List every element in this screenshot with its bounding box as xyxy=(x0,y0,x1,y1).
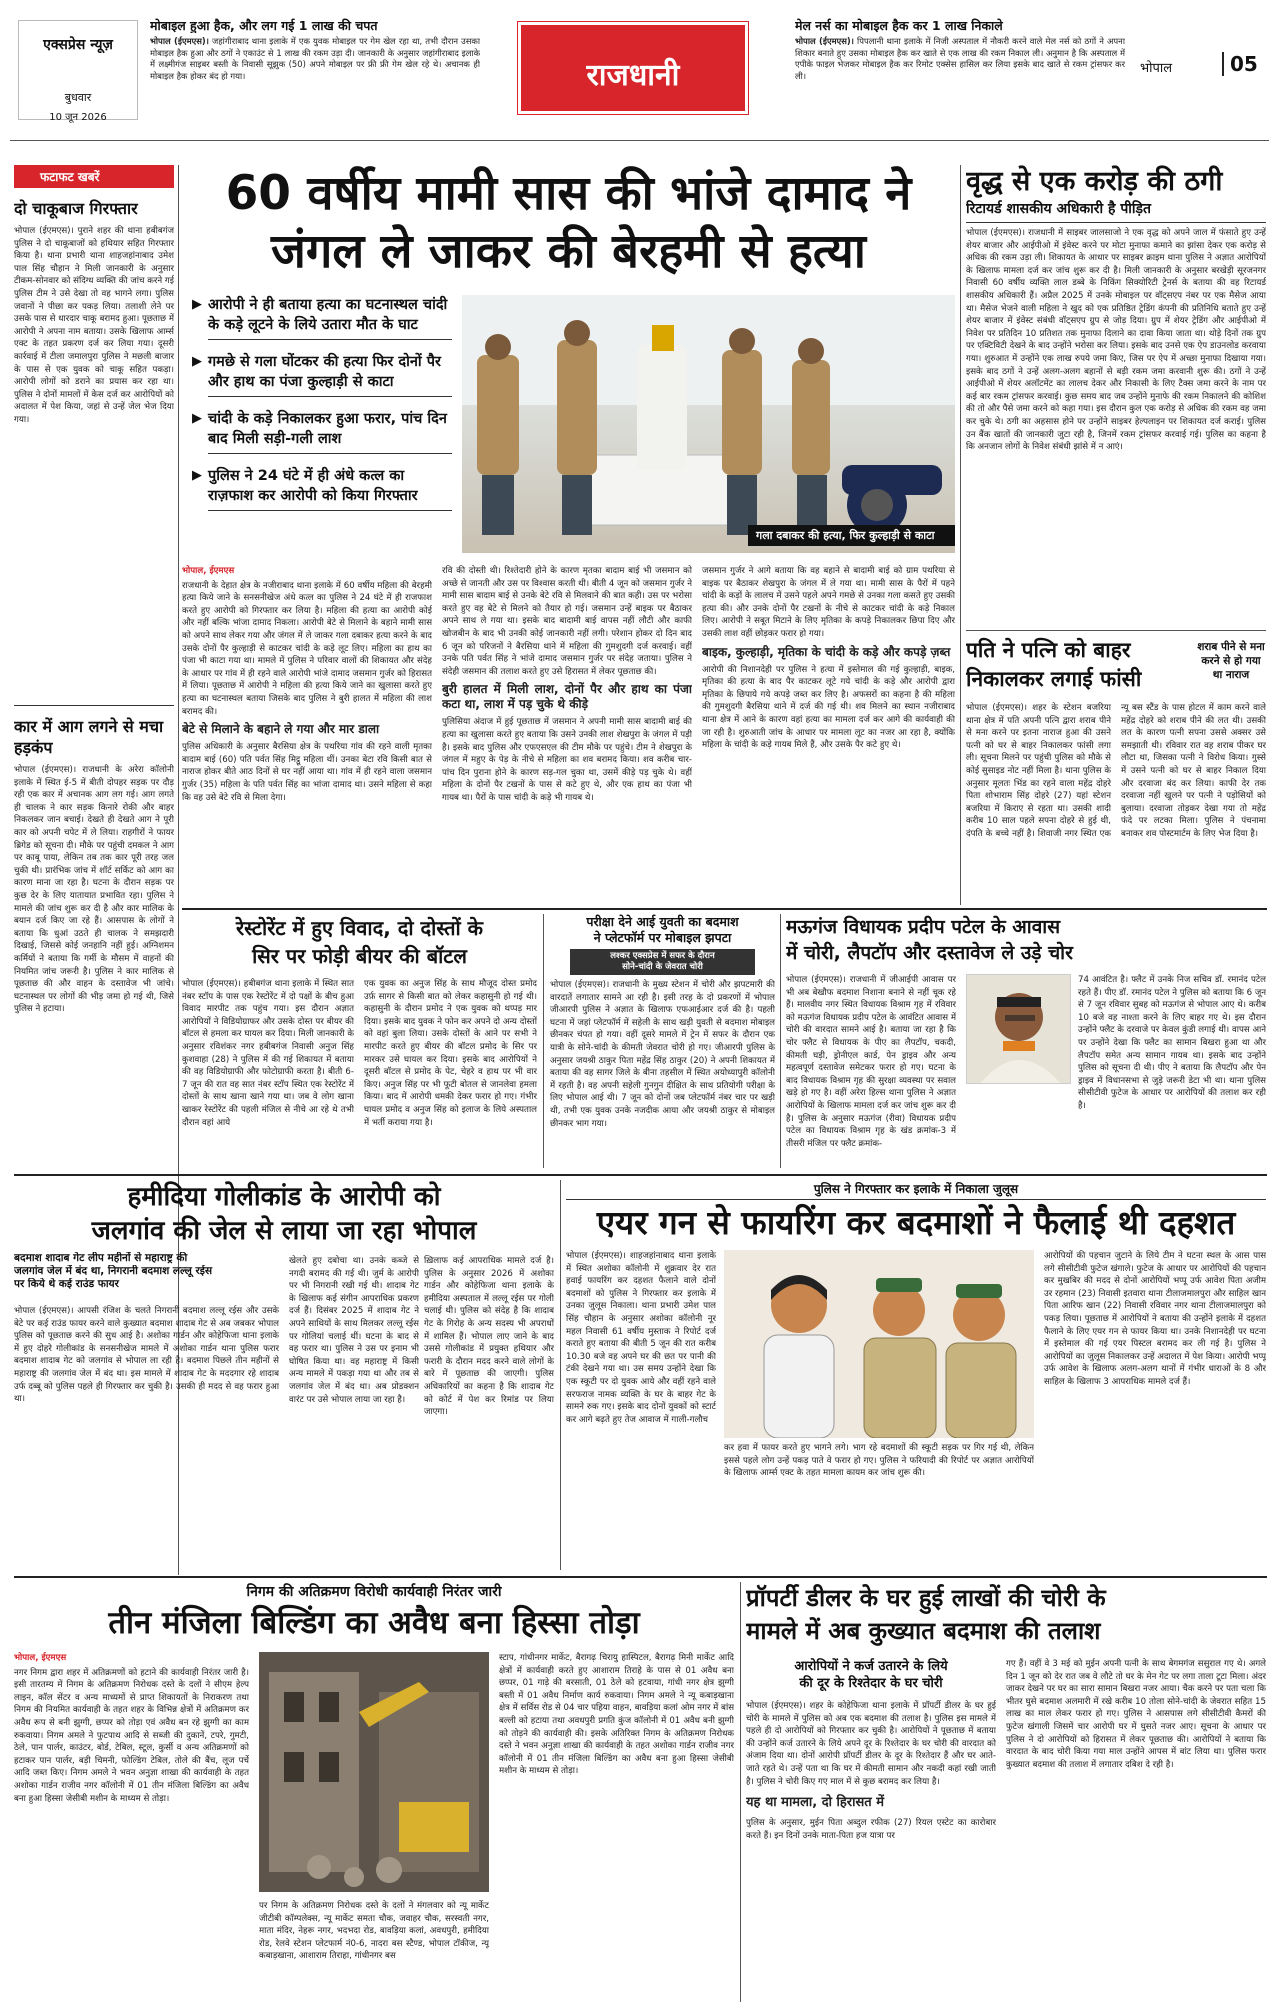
section-rule xyxy=(14,1174,1267,1176)
column-rule xyxy=(740,1582,741,2002)
property-col1 xyxy=(746,1700,996,1998)
lead-bullet xyxy=(192,295,452,340)
story-text: पुलिस के अनुसार, मुईन पिता अब्दुल रफीक (27) रियल एस्टेट का कारोबार करते हैं। इन दिनों उनके माता-पिता हज यात्रा पर xyxy=(746,1818,996,1841)
exam-headline-line1: परीक्षा देने आई युवती का बदमाश xyxy=(586,914,739,929)
arrow-bullet-icon: ▶ xyxy=(192,411,202,426)
subhead: बुरी हालत में मिली लाश, दोनों पैर और हाथ का पंजा कटा था, लाश में पड़ चुके थे कीड़े xyxy=(442,682,692,712)
exam-headline-line2: ने प्लेटफॉर्म पर मोबाइल झपटा xyxy=(593,930,732,945)
airgun-col1: भोपाल (ईएमएस)। शाहजहांनाबाद थाना इलाके में स्थित अशोका कॉलोनी में शुक्रवार देर रात हवाई फायरिंग कर दहशत फैलाने वाले दोनों बदमाशों को पुलिस ने गिरफ्तार कर इलाके में उनका जुलूस निकाला। थाना प्रभारी उमेश पाल सिंह चौहान के अनुसार अशोका कॉलोनी नूर महल निवासी 61 वर्षीय मुस्ताक ने रिपोर्ट दर्ज कराते हुए बताया की बीती 5 जून की रात करीब 10.30 बजे वह अपने घर की छत पर पानी की टंकी देखने गया था। उस समय उन्होंने देखा कि एक स्कूटी पर दो युवक आये और वहीं रहने वाले सरफराज नामक व्यक्ति के घर के बाहर गेट के सामने रुक गए। इसके बाद दोनों युवकों को स्टार्ट कर आगे बढ़ते हुए तेज आवाज में गाली-गलौच xyxy=(566,1251,716,1425)
lead-headline-line1: 60 वर्षीय मामी सास की भांजे दामाद ने xyxy=(225,166,912,221)
lead-col3 xyxy=(702,565,955,895)
subhead: यह था मामला, दो हिरासत में xyxy=(746,1795,884,1811)
suicide-text: भोपाल (ईएमएस)। शहर के स्टेशन बजरिया थाना क्षेत्र में पति अपनी पत्नि द्वारा शराब पीने से मना करने पर इतना नाराज हुआ की उसने पत्नी को घर से बाहर निकालकर फांसी लगा ली। सूचना मिलने पर पहुंची पुलिस को मौके से कोई सुसाइड नोट नहीं मिला है। थाना पुलिस के अनुसार मूलतः भिंड का रहने वाला महेंद्र दोहरे पिता शोभाराम सिंह दोहरे (27) यहां स्टेशन बजरिया में किराए से रहता था। उसकी शादी करीब 10 साल पहले सपना दोहरे से हुई थी, दंपति के बच्चे नहीं है। शिवाजी नगर स्थित एक न्यू बस स्टैंड के पास होटल में काम करने वाले महेंद्र दोहरे को शराब पीने की लत थी। उसकी लत के कारण पत्नी सपना उससे अक्सर उसे समझाती थी। रविवार रात वह शराब पीकर घर लौटा था, जिसका पत्नी ने विरोध किया। गुस्से में उसने पत्नी को घर से बाहर निकाल दिया और दरवाजा बंद कर लिया। काफी देर तक दरवाजा नहीं खुलने पर पत्नी ने पड़ोसियों को बुलाया। दरवाजा तोड़कर देखा गया तो महेंद्र फंदे पर लटका मिला। पुलिस ने पंचनामा बनाकर शव पोस्टमार्टम के लिए भेज दिया है। xyxy=(966,703,1266,839)
masthead-logo-box xyxy=(18,20,138,123)
bullet-text: चांदी के कड़े निकालकर हुआ फरार, पांच दिन बाद मिली सड़ी-गली लाश xyxy=(208,409,452,454)
lead-headline-line2: जंगल ले जाकर की बेरहमी से हत्या xyxy=(271,224,866,279)
top-left-brief xyxy=(150,18,480,128)
arrow-bullet-icon: ▶ xyxy=(192,297,202,312)
story-text: पिपलानी थाना इलाके में निजी अस्पताल में नौकरी करने वाले मेल नर्स को ठगों ने अपना शिकार बनाते हुए उसका मोबाइल हैक कर खाते से एक लाख की रकम निकाल ली। अनुमान है कि अस्पताल में एपीके फाइल भेजकर मोबाइल हैक कर रिमोट एक्सेस हासिल कर लिया इसके बाद खाते से रकम ट्रांसफर कर ली। xyxy=(795,36,1125,81)
fraud-subhead: रिटायर्ड शासकीय अधिकारी है पीड़ित xyxy=(966,199,1266,223)
fraud-text: भोपाल (ईएमएस)। राजधानी में साइबर जालसाजो ने एक वृद्ध को अपने जाल में फंसाते हुए उन्हें शेयर बाजार और आईपीओ में इंवेस्ट करने पर मोटा मुनाफा कमाने का झांसा देकर एक करोड़ से अधिक की रकम उड़ा ली। शिकायत के आधार पर साइबर क्राइम थाना पुलिस ने अज्ञात आरोपियों के खिलाफ मामला दर्ज कर जांच शुरू कर दी है। मिली जानकारी के अनुसार बरखेड़ी सूरजनगर निवासी 60 वर्षीय व्यक्ति लाल डब्बे के निकिंग सिक्योरिटी ट्रेनर्स के बताया की वह रिटायर्ड शासकीय अधिकारी हैं। अप्रैल 2025 में उनके मोबाइल पर वॉट्सएप नंबर पर एक मैसेज आया था। मैसेज भेजने वाली महिला ने खुद को एक प्रतिष्ठित ट्रेडिंग कंपनी की प्रतिनिधि बताते हुए उन्हें शेयर बाजार में इंवेस्ट संबंधी वॉट्सएप ग्रुप से जोड़ दिया। ग्रुप में शेयर ट्रेडिंग और आईपीओ में निवेश पर प्रतिदिन 10 प्रतिशत तक मुनाफा दिलाने का दावा किया जाता था। थोड़े दिनों तक ग्रुप पर एक्टिविटी देखने के बाद उन्होंने भरोसा कर लिया। इसके बाद उनसे एक ऐप डाउनलोड करवाया गया। शुरुआत में उन्होंने एक लाख रुपये जमा किए, जिस पर ऐप में अच्छा मुनाफा दिखाया गया। इसके बाद ठगों ने उन्हें अलग-अलग बहानों से बड़ी रकम जमा करवानी शुरू की। ठगों ने उन्हें आईपीओ में शेयर अलॉटमेंट का लालच देकर और निकासी के लिए टैक्स जमा करने के नाम पर कई बार रकम ट्रांसफर करवाई। कुछ समय बाद जब उन्होंने मुनाफे की रकम निकालने की कोशिश की तो और पैसे जमा करने को कहा गया। इस दौरान कुल एक करोड़ से अधिक की रकम वह जमा कर चुके थे। ठगी का अहसास होने पर उन्होंने साइबर हेल्पलाइन पर शिकायत दर्ज कराई। पुलिस उन बैंक खातों की जानकारी जुटा रही है, जिनमें रकम ट्रांसफर करवाई गई। पुलिस का कहना है कि अनजान लोगों के निवेश संबंधी झांसे में न आएं। xyxy=(966,228,1266,453)
hamidia-col3: ख़िलाफ कई आपराधिक मामले दर्ज है। पुलिस के अनुसार 2026 में अशोका गार्डन और कोहेफिजा थाना इलाके के हमीदिया अस्पताल में लल्लू रईस पर गोली चलाई थी। पुलिस को संदेह है कि शादाब गेट के गिरोह के अन्य सदस्य भी अपराधों में शामिल हैं। भोपाल लाए जाने के बाद उससे गोलीकांड में प्रयुक्त हथियार और फरारी के दौरान मदद करने वाले लोगों के बारे में पूछताछ की जाएगी। पुलिस अधिकारियों का कहना है कि शादाब गेट को कोर्ट में पेश कर रिमांड पर लिया जाएगा। xyxy=(424,1256,554,1418)
subhead: बेटे से मिलाने के बहाने ले गया और मार डाला xyxy=(182,722,380,737)
suicide-headline-line2: निकालकर लगाई फांसी xyxy=(966,667,1142,691)
bullet-text: आरोपी ने ही बताया हत्या का घटनास्थल चांदी के कड़े लूटने के लिये उतारा मौत के घाट xyxy=(208,295,452,340)
airgun-headline: एयर गन से फायरिंग कर बदमाशों ने फैलाई थी दहशत xyxy=(596,1203,1236,1242)
story-text: भोपाल (ईएमएस)। शहर के कोहेफिजा थाना इलाके में प्रॉपर्टी डीलर के घर हुई चोरी के मामले में पुलिस को अब एक बदमाश की तलाश है। पुलिस इस मामले में पहले ही दो आरोपियों को गिरफ्तार कर चुकी है। आरोपियों ने पूछताछ में बताया की उन्होंने कर्ज उतारने के लिये अपने दूर के रिश्तेदार के घर चोरी की वारदात को अंजाम दिया था। दोनों आरोपी प्रॉपर्टी डीलर के दूर के रिश्तेदार हैं और घर आते-जाते रहते थे। उन्हें पता था कि घर में कीमती सामान और नकदी कहां रखी जाती है। पुलिस ने चोरी किए गए माल में से कुछ बरामद कर लिया है। xyxy=(746,1701,996,1787)
divider xyxy=(14,705,174,706)
demolition-kicker: निगम की अतिक्रमण विरोधी कार्यवाही निरंतर जारी xyxy=(246,1584,502,1600)
lead-bullet xyxy=(192,352,452,397)
demolition-story xyxy=(14,1582,734,2002)
lead-dateline: भोपाल, ईएमएस xyxy=(182,566,235,576)
property-story xyxy=(746,1582,1266,2002)
section-rule xyxy=(14,1576,1267,1578)
story-text: जहांगीराबाद थाना इलाके में एक युवक मोबाइल पर गेम खेल रहा था, तभी दौरान उसका मोबाइल हैक हुआ और ठगों ने एकाउंट से 1 लाख की रकम उड़ा दी। जानकारी के अनुसार जहांगीराबाद इलाके में लक्ष्मीगंज साइबर बस्ती के निवासी सूझुक (50) अपने मोबाइल पर फ्री फ्री गेम खेल रहे थे। अचानक ही मोबाइल हैक होकर बंद हो गया। xyxy=(150,36,480,81)
property-subhead-line1: आरोपियों ने कर्ज उतारने के लिये xyxy=(794,1659,948,1674)
lead-story xyxy=(182,165,955,900)
section-banner xyxy=(518,22,748,114)
bullet-text: गमछे से गला घोंटकर की हत्या फिर दोनों पैर और हाथ का पंजा कुल्हाड़ी से काटा xyxy=(208,352,452,397)
airgun-story xyxy=(566,1180,1266,1570)
sidebar-story2-text: भोपाल (ईएमएस)। राजधानी के अरेरा कॉलोनी इलाके में स्थित ई-5 में बीती दोपहर सड़क पर दौड़ रही एक कार में अचानक आग लग गई। आग लगते ही चालक ने कार सड़क किनारे रोकी और बाहर निकलकर जान बचाई। देखते ही देखते आग ने पूरी कार को अपनी चपेट में ले लिया। राहगीरों ने फायर ब्रिगेड को सूचना दी। मौके पर पहुंची दमकल ने आग पर काबू पाया, लेकिन तब तक कार पूरी तरह जल चुकी थी। प्रारंभिक जांच में शॉर्ट सर्किट को आग का कारण माना जा रहा है। घटना के दौरान सड़क पर कुछ देर के लिए यातायात प्रभावित रहा। पुलिस ने मामले की जांच शुरू कर दी है और कार मालिक के बयान दर्ज किए जा रहे हैं। आसपास के लोगों ने बताया कि धुआं उठते ही चालक ने समझदारी दिखाई, जिससे कोई जनहानि नहीं हुई। अग्निशमन कर्मियों ने बताया कि गर्मी के मौसम में वाहनों की नियमित जांच जरूरी है। पुलिस ने कार मालिक से पूछताछ की और वाहन के दस्तावेज भी जांचे। घटनास्थल पर लोगों की भीड़ जमा हो गई थी, जिसे पुलिस ने हटाया। xyxy=(14,765,174,1015)
column-rule xyxy=(780,914,781,1168)
column-rule xyxy=(560,1180,561,1570)
hamidia-subhead-line2: जलगांव जेल में बंद था, निगरानी बदमाश लल्लू रईस xyxy=(14,1265,213,1277)
lead-col2 xyxy=(442,565,692,895)
mla-col1: भोपाल (ईएमएस)। राजधानी में जीआईपी आवास पर भी अब बेखौफ बदमाश निशाना बनाने से नहीं चूक रहे हैं। मालवीय नगर स्थित विधायक विश्राम गृह में रविवार को मऊगंज विधायक प्रदीप पटेल के आवंटित आवास में चोरी की वारदात सामने आई है। बताया जा रहा है कि चोर फ्लैट से विधायक के पीए का लैपटॉप, चकदी, कीमती घड़ी, ड्रोनीएल कार्ड, पेन ड्राइव और अन्य महत्वपूर्ण दस्तावेज समेटकर फरार हो गए। घटना के बाद विधायक विश्राम गृह की सुरक्षा व्यवस्था पर सवाल खड़े हो गए है। वहीं अरेरा हिल्स थाना पुलिस ने अज्ञात आरोपियों के खिलाफ मामला दर्ज कर जांच शुरू कर दी है। पुलिस के अनुसार मऊगंज (रीवा) विधायक प्रदीप पटेल का विधायक विश्राम गृह के खंड क्रमांक-3 में तीसरी मंजिल पर फ्लैट क्रमांक- xyxy=(786,975,956,1149)
demolition-site-photo xyxy=(259,1652,489,1892)
property-subhead-line2: की दूर के रिश्तेदार के घर चोरी xyxy=(799,1676,943,1691)
hamidia-story xyxy=(14,1180,554,1570)
hamidia-col1: भोपाल (ईएमएस)। आपसी रंजिश के चलते निगरानी बदमाश लल्लू रईस और उसके बेटे पर कई राउंड फायर करने वाले कुख्यात बदमाश शादाब गेट से अब जबकर भोपाल पुलिस को पूछताछ करने की सुध आई है। अशोका गार्डन और कोहेफिजा थाना इलाके में हुए दोहरे गोलीकांड के सनसनीखेज मामले में अशोका गार्डन थाना पुलिस फरार बदमाश शादाब गेट को जलगांव से भोपाल ला रही है। बदमाश पिछले तीन महीनों से महाराष्ट्र की जलगांव जेल में बंद था। इस मामले में शादाब गेट के मददगार रहे शादाब उर्फ दब्बू को पुलिस पहले ही गिरफ्तार कर चुकी है। उसकी ही मदद से वह फरार हुआ था। xyxy=(14,1306,279,1405)
exam-text: भोपाल (ईएमएस)। राजधानी के मुख्य स्टेशन में चोरी और झपटमारी की वारदातें लगातार सामने आ रही है। इसी तरह के दो प्रकरणों में भोपाल जीआरपी पुलिस ने अज्ञात के खिलाफ एफआईआर दर्ज की है। पहली घटना में जहां प्लेटफॉर्म में सहेली के साथ खड़ी युवती से बदमाश मोबाइल छीनकर चंपत हो गया। वहीं दूसरे मामले में ट्रेन में सफर के दौरान एक यात्री के सोने-चांदी के कीमती जेवरात चोरी हो गए। जीआरपी पुलिस के अनुसार जयश्री ठाकुर पिता महेंद्र सिंह ठाकुर (20) ने अपनी शिकायत में बताया की वह सागर जिले के बीना तहसील में स्थित अयोध्यापुरी कॉलोनी में रहती है। वह अपनी सहेली गुनगुन दीक्षित के साथ प्रतियोगी परीक्षा के लिए भोपाल आई थी। 7 जून को दोनों जब प्लेटफॉर्म नंबर चार पर खड़ी थी, तभी एक युवक उनके नजदीक आया और जयश्री ठाकुर से मोबाइल छीनकर भाग गया। xyxy=(550,980,775,1129)
restaurant-col1: भोपाल (ईएमएस)। हबीबगंज थाना इलाके में स्थित सात नंबर स्टॉप के पास एक रेस्टोरेंट में दो पक्षों के बीच हुआ विवाद मारपीट तक पहुंच गया। इस दौरान अज्ञात आरोपियों ने विडियोग्राफर और उसके दोस्त पर बीयर की बॉटल से हमला कर घायल कर दिया। मिली जानकारी के अनुसार रविशंकर नगर हबीबगंज निवासी अनुज सिंह कुशवाहा (28) ने पुलिस में की गई शिकायत में बताया की वह विडियोग्राफी और फोटोग्राफी करता है। बीती 6-7 जून की रात वह सात नंबर स्टॉप स्थित एक रेस्टोरेंट में दोस्तों के साथ खाना खाने गया था। जब वे लोग खाना खाकर रेस्टोरेंट की पहली मंजिल से नीचे आ रहे थे तभी दौरान वहां आये xyxy=(182,979,354,1128)
fraud-headline: वृद्ध से एक करोड़ की ठगी xyxy=(966,166,1223,197)
lead-bullet xyxy=(192,466,452,511)
newspaper-logo: एक्सप्रेस न्यूज़ xyxy=(43,37,113,53)
mla-story xyxy=(786,914,1266,1168)
masthead-city: भोपाल xyxy=(1140,61,1173,76)
restaurant-story xyxy=(182,914,537,1168)
suicide-headline-line1: पति ने पत्नि को बाहर xyxy=(966,638,1131,662)
exam-subhead-line1: लश्कर एक्सप्रेस में सफर के दौरान xyxy=(610,951,715,961)
lead-photo-caption: गला दबाकर की हत्या, फिर कुल्हाड़ी से काटा xyxy=(748,525,955,546)
hamidia-subhead-line3: पर किये थे कई राउंड फायर xyxy=(14,1278,119,1290)
mla-headline-line1: मऊगंज विधायक प्रदीप पटेल के आवास xyxy=(786,916,1061,938)
exam-subhead-line2: सोने-चांदी के जेवरात चोरी xyxy=(622,962,703,972)
arrow-bullet-icon: ▶ xyxy=(192,354,202,369)
story-text: राजधानी के देहात क्षेत्र के नजीराबाद थाना इलाके में 60 वर्षीय महिला की बेरहमी हत्या किये जाने के सनसनीखेज अंधे कत्ल का पुलिस ने 24 घंटे में ही राजफाश करते हुए आरोपी को गिरफ्तार कर लिया है। महिला की हत्या का आरोपी कोई और नहीं बल्कि भांजा दामाद निकला। आरोपी बेटे से मिलाने के बहाने मामी सास को अपने साथ लेकर गया और जंगल में ले जाकर गला दबाकर हत्या करने के बाद उसके दोनों पैर कुल्हाड़ी से काटकर चांदी के कड़े लूट लिए। महिला का हाथ का पंजा भी काटा गया था। मामले में पुलिस ने परिवार वालों की शिकायत और संदेह के आधार पर गांव में ही रहने वाले आरोपी भांजे दामाद जसमान गुर्जर को हिरासत में लिया। पूछताछ में आरोपी ने महिला की हत्या किये जाने का खुलासा करते हुए हत्या का घटनास्थल बताया जिसके बाद पुलिस ने बुरी हालत में महिला की लाश बरामद की। xyxy=(182,580,432,717)
top-left-brief-headline: मोबाइल हुआ हैक, और लग गई 1 लाख की चपत xyxy=(150,18,378,33)
lead-photo xyxy=(462,295,955,553)
suicide-story xyxy=(966,636,1266,904)
airgun-col2: कर हवा में फायर करते हुए भागने लगे। भाग रहे बदमाशों की स्कूटी सड़क पर गिर गई थी, लेकिन इससे पहले लोग उन्हें पकड़ पाते वे फरार हो गए। पुलिस ने फरियादी की रिपोर्ट पर अज्ञात आरोपियों के खिलाफ आर्म्स एक्ट के तहत मामला कायम कर जांच शुरू की। xyxy=(724,1443,1034,1479)
sidebar-story2-headline: कार में आग लगने से मचा हड़कंप xyxy=(14,717,164,757)
dateline: भोपाल (ईएमएस)। xyxy=(795,36,854,46)
demolition-col3: स्टाप, गांधीनगर मार्केट, बैरागढ़ चिरायु हास्पिटल, बैरागढ़ मिनी मार्केट आदि क्षेत्रों में कार्यवाही करते हुए आशाराम तिराहे के पास से 01 अवैध बना छप्पर, 01 गाड़े की बरसाती, 01 ठेले को हटवाया, गांधी नगर क्षेत्र झुग्गी बस्ती में 01 अवैध निर्माण कार्य रुकवाया। निगम अमले ने न्यू कबाड़खाना क्षेत्र में सर्विस रोड से 04 चार पहिया वाहन, बावड़िया कलां ओम नगर में बांस बल्ली को हटाया तथा अवधपुरी प्रगति कुंज कॉलोनी में 01 अवैध बनी झुग्गी को तोड़ने की कार्यवाही की। इसके अतिरिक्त निगम के अतिक्रमण निरोधक दस्ते ने भवन अनुज्ञा शाखा की कार्यवाही के तहत अशोका गार्डन राजीव नगर कॉलोनी में 01 तीन मंजिला बिल्डिंग का अवैध बना हुआ हिस्सा जेसीबी मशीन के माध्यम से तोड़ा। xyxy=(499,1653,734,1777)
bullet-text: पुलिस ने 24 घंटे में ही अंधे कत्ल का राज़फाश कर आरोपी को किया गिरफ्तार xyxy=(208,466,452,511)
mla-portrait xyxy=(967,975,1071,1084)
property-col2: गए हैं। वहीं वे 3 मई को मुईन अपनी पत्नी के साथ बेगमगंज ससुराल गए थे। अगले दिन 1 जून को देर रात जब वे लौटे तो घर के मेन गेट पर लगा ताला टूटा मिला। अंदर जाकर देखने पर घर का सारा सामान बिखरा नजर आया। चैक करने पर पता चला कि भीतर घुसे बदमाश अलमारी में रखे करीब 10 तोला सोने-चांदी के जेवरात सहित 15 लाख का माल लेकर फरार हो गए। पुलिस ने आसपास लगे सीसीटीवी कैमरों की फुटेज खंगाली जिसमें चार आरोपी घर में घुसते नजर आए। सूचना के आधार पर पुलिस ने दो आरोपियों को हिरासत में लेकर पूछताछ की। आरोपियों ने बताया कि वारदात के बाद चोरी किया गया माल उन्होंने आपस में बांट लिया था। पुलिस फरार कुख्यात बदमाश की तलाश में लगातार दबिश दे रही है। xyxy=(1006,1659,1266,1770)
sidebar-story1-text: भोपाल (ईएमएस)। पुराने शहर की थाना हबीबगंज पुलिस ने दो चाकूबाजों को हथियार सहित गिरफ्तार किया है। थाना प्रभारी थाना शाहजहांनाबाद उमेश पाल सिंह चौहान ने मिली जानकारी के अनुसार टीकम-सोनवार को संदिग्ध व्यक्ति की जांच करने गई पुलिस टीम ने उसे देखा तो वह भागने लगा। पुलिस जवानों ने पीछा कर पकड़ लिया। तलाशी लेने पर उसके पास से धारदार चाकू बरामद हुआ। पूछताछ में आरोपी ने अपना नाम बताया। उसके खिलाफ आर्म्स एक्ट के तहत प्रकरण दर्ज कर लिया गया। दूसरी कार्रवाई में टीला जमालपुरा पुलिस ने मछली बाजार के पास से एक युवक को चाकू सहित पकड़ा। आरोपी लोगों को डराने का प्रयास कर रहा था। पुलिस ने दोनों मामलों में केस दर्ज कर आरोपियों को अदालत में पेश किया, जहां से उन्हें जेल भेज दिया गया। xyxy=(14,226,174,425)
lead-bullet xyxy=(192,409,452,454)
police-arrest-photo xyxy=(462,295,955,553)
mla-photo xyxy=(966,974,1071,1084)
story-text: नगर निगम द्वारा शहर में अतिक्रमणों को हटाने की कार्यवाही निरंतर जारी है। इसी तारतम्य में निगम के अतिक्रमण निरोधक दस्ते के दलों ने सीएम हेल्प लाइन, कॉल सेंटर व अन्य माध्यमों से प्राप्त शिकायतों के निराकरण तथा निगम की नियमित कार्यवाही के तहत शहर के विभिन्न क्षेत्रों में अतिक्रमण कर अवैध रूप से बनी झुग्गी, छप्पर को तोड़ा एवं अवैध बन रहे झुग्गी का काम रुकवाया। निगम अमले ने फुटपाथ आदि से सब्जी की दुकानें, टपरे, गुमटी, ठेले, पान पार्लर, काउंटर, बोर्ड, टेबिल, स्टूल, कुर्सी व अन्य अतिक्रमणों को हटाकर पान पार्लर, बड़ी चिमनी, फोल्डिंग टेबिल, तोले की बैंच, लूज पर्चे आदि जब्त किए। निगम अमले ने भवन अनुज्ञा शाखा की कार्यवाही के तहत अशोका गार्डन राजीव नगर कॉलोनी में 01 तीन मंजिला बिल्डिंग का अवैध बना हुआ हिस्सा जेसीबी मशीन के माध्यम से तोड़ा। xyxy=(14,1667,249,1804)
top-right-brief xyxy=(795,18,1125,128)
story-text: रवि की दोस्ती थी। रिश्तेदारी होने के कारण मृतका बादाम बाई भी जसमान को अच्छे से जानती और उस पर विश्वास करती थी। बीती 4 जून को जसमान गुर्जर ने मामी सास बादाम बाई से उनके बेटे रवि से मिलवाने की बात कही। उस पर भरोसा करते हुए वह बेटे से मिलने को तैयार हो गई। जसमान उन्हें बाइक पर बैठाकर अपने साथ ले गया था। इसके बाद बादामी बाई वापस नहीं लौटी और काफी खोजबीन के बाद भी उनकी कोई जानकारी नहीं लगी। परेशान होकर दो दिन बाद 6 जून को परिजनों ने बैरसिया थाने में महिला की गुमशुदगी दर्ज करवाई। वहीं उनके पति पर्वत सिंह ने भांजे दामाद जसमान गुर्जर पर संदेह जताया। पुलिस ने संदेही जसमान की तलाश करते हुए उसे हिरासत में लेकर पूछताछ की। xyxy=(442,566,692,677)
exam-story xyxy=(550,914,775,1168)
airgun-col3: आरोपियों की पहचान जुटाने के लिये टीम ने घटना स्थल के आस पास लगे सीसीटीवी फुटेज खंगाले। फुटेज के आधार पर आरोपियों की पहचान कर मुखबिर की मदद से दोनों आरोपियों भप्पू उर्फ आवेश पिता अजीम उर रहमान (23) निवासी इतवारा थाना टीलाजमालपुरा और साहिल खान पिता आरिफ खान (22) निवासी रविवार नगर थाना टीलाजमालपुरा को पकड़ लिया। पूछताछ में आरोपियों ने बताया की उन्होंने इलाके में दहशत फैलाने के लिए एयर गन से फायर किया था। उनके निशानदेही पर घटना में इस्तेमाल की गई एयर पिस्टल बरामद कर ली गई है। पुलिस ने आरोपियों का जुलूस निकालकर उन्हें अदालत में पेश किया। आरोपी भप्पू उर्फ आवेश के खिलाफ अलग-अलग थानों में गंभीर धाराओं के 8 और साहिल के खिलाफ 3 आपराधिक मामले दर्ज हैं। xyxy=(1044,1251,1266,1387)
sidebar-label: फटाफट खबरें xyxy=(14,165,174,188)
property-headline-line1: प्रॉपर्टी डीलर के घर हुई लाखों की चोरी के xyxy=(746,1584,1106,1612)
hamidia-headline-line1: हमीदिया गोलीकांड के आरोपी को xyxy=(127,1182,441,1212)
column-rule xyxy=(960,165,961,905)
story-rule xyxy=(966,630,1266,631)
demolition-dateline: भोपाल, ईएमएस xyxy=(14,1653,67,1663)
exam-subhead-box xyxy=(570,949,755,975)
restaurant-headline-line2: सिर पर फोड़ी बीयर की बॉटल xyxy=(252,944,467,968)
restaurant-col2: एक युवक का अनुज सिंह के साथ मौजूद दोस्त प्रमोद उर्फ़ सागर से किसी बात को लेकर कहासुनी हो गई थी। कहासुनी के दौरान प्रमोद ने एक युवक को थप्पड़ मार दिया। इसके बाद युवक ने फोन कर अपने दो अन्य दोस्तों को वहां बुला लिया। उसके दोस्तों के आने पर सभी ने मारपीट करते हुए बीयर की बॉटल प्रमोद के सिर पर मारकर उसे घायल कर दिया। इसके बाद आरोपियों ने दूसरी बॉटल से प्रमोद के पेट, चेहरे व हाथ पर भी वार किए। अनुज सिंह पर भी फूटी बोतल से जानलेवा हमला किया। बाद में आरोपी धमकी देकर फरार हो गए। गंभीर घायल प्रमोद व अनुज सिंह को इलाज के लिये अस्पताल में भर्ती कराया गया है। xyxy=(364,979,537,1128)
masthead-date: 10 जून 2026 xyxy=(49,112,107,123)
page-number: 05 xyxy=(1222,52,1258,76)
property-headline-line2: मामले में अब कुख्यात बदमाश की तलाश xyxy=(746,1617,1101,1645)
story-text: जसमान गुर्जर ने आगे बताया कि वह बहाने से बादामी बाई को ग्राम पथरिया से बाइक पर बैठाकर शेखपुरा के जंगल में ले गया था। मामी सास के पैरों में पहने चांदी के कड़ों के लालच में उसने पहले अपने गमछे से उनका गला कसते हुए उसकी हत्या की। और उनके दोनों पैर टखनों के नीचे से काटकर चांदी के कड़े निकाल लिए। आरोपी ने सबूत मिटाने के लिए मृतिका के कपड़े निकालकर छिपा दिए और उसकी लाश वहीं छोड़कर फरार हो गया। xyxy=(702,566,955,639)
top-left-brief-text xyxy=(150,36,480,124)
top-right-brief-text xyxy=(795,36,1125,112)
story-text: आरोपी की निशानदेही पर पुलिस ने हत्या में इस्तेमाल की गई कुल्हाड़ी, बाइक, मृतिका की हत्या के बाद पैर काटकर लूटे गये चांदी के कड़े और आरोपी द्वारा मृतिका के छिपाये गये कपड़े जब्त कर लिए है। अफसरों का कहना है की महिला की गुमशुदगी बैरसिया थाने में दर्ज की गई थी। शव मिलने का स्थान नजीराबाद थाना क्षेत्र में आने के कारण वहां हत्या का मामला दर्ज कर आगे की कार्यवाही की जा रही है। शुरुआती जांच के आधार पर मामला लूट का नजर आ रहा है, क्योंकि महिला के चांदी के कड़े गायब मिले हैं, और उसके पैर कटे हुए थे। xyxy=(702,664,955,751)
mla-headline-line2: में चोरी, लैपटॉप और दस्तावेज ले उड़े चोर xyxy=(786,942,1073,964)
masthead-rule xyxy=(10,140,1269,141)
masthead-day: बुधवार xyxy=(64,91,92,104)
story-text: पुलिस अधिकारी के अनुसार बैरसिया क्षेत्र के पथरिया गांव की रहने वाली मृतका बादाम बाई (60) पति पर्वत सिंह मिट्ठू महिला थीं। उनका बेटा रवि किसी बात से नाराज होकर बीते आठ दिनों से घर नहीं आया था। गांव में ही रहने वाला जसमान गुर्जर (35) महिला के पति पर्वत सिंह का भांजा दामाद था। उसने महिला से कहा कि वह उसे बेटे रवि से मिला देगा। xyxy=(182,742,432,803)
demolition-headline: तीन मंजिला बिल्डिंग का अवैध बना हिस्सा तोड़ा xyxy=(108,1605,640,1641)
sidebar-story1-headline: दो चाकूबाज गिरफ्तार xyxy=(14,199,138,218)
lead-bullets xyxy=(192,295,452,585)
arrow-bullet-icon: ▶ xyxy=(192,468,202,483)
hamidia-col2: खेलते हुए दबोचा था। उनके कब्जे से नगदी बरामद की गई थी। जुर्म के आरोपी पर भी निगरानी रखी गई थी। शादाब गेट के खिलाफ कई संगीन आपराधिक प्रकरण दर्ज हैं। दिसंबर 2025 में शादाब गेट ने अपने साथियों के साथ मिलकर लल्लू रईस पर गोलियां चलाई थीं। घटना के बाद से वह फरार था। पुलिस ने उस पर इनाम भी घोषित किया था। वह महाराष्ट्र में किसी अन्य मामले में पकड़ा गया था और तब से जलगांव जेल में बंद था। अब प्रोडक्शन वारंट पर उसे भोपाल लाया जा रहा है। xyxy=(289,1256,419,1405)
lead-col1 xyxy=(182,565,432,895)
demolition-photo xyxy=(259,1652,489,1892)
demolition-col1 xyxy=(14,1652,249,1997)
section-rule xyxy=(182,908,1267,910)
story-text: पुलिसिया अंदाज में हुई पूछताछ में जसमान ने अपनी मामी सास बादामी बाई की हत्या का खुलासा करते हुए बताया कि उसने उनकी लाश शेखपुरा के जंगल में पड़ी है। इसके बाद पुलिस और एफएसएल की टीम मौके पर पहुंचे। टीम ने शेखपुरा के जंगल में महुए के पेड़ के नीचे से महिला का शव बरामद किया। शव करीब चार-पांच दिन पुराना होने के कारण सड़-गल चुका था, उसमें कीड़े पड़ चुके थे। वहीं महिला के दोनों पैर टखनों के पास से कटे हुए थे, और एक हाथ का पंजा भी गायब था। पैरों के पास चांदी के कड़े भी गायब थे। xyxy=(442,717,692,803)
top-right-brief-headline: मेल नर्स का मोबाइल हैक कर 1 लाख निकाले xyxy=(795,18,1003,33)
accused-illustration xyxy=(724,1250,1034,1438)
column-rule xyxy=(543,914,544,1168)
hamidia-subhead-line1: बदमाश शादाब गेट लीप महीनों से महाराष्ट्र की xyxy=(14,1252,188,1264)
masthead xyxy=(0,0,1279,135)
demolition-col2: पर निगम के अतिक्रमण निरोधक दस्ते के दलों ने मंगलवार को न्यू मार्केट जीटीबी कॉम्पलेक्स, न्यू मार्केट समता चौक, जवाहर चौक, सरस्वती नगर, माता मंदिर, नेहरू नगर, भदभदा रोड, बावड़िया कलां, अवधपुरी, हमीदिया रोड, रेलवे स्टेशन प्लेटफार्म नं0-6, नादरा बस स्टैण्ड, भोपाल टॉकीज, न्यू कबाड़खाना, आशाराम तिराहा, गांधीनगर बस xyxy=(259,1901,489,1962)
airgun-illustration xyxy=(724,1250,1034,1438)
mla-col2: 74 आवंटित है। फ्लैट में उनके निज सचिव डॉ. रमानंद पटेल रहते हैं। पीए डॉ. रमानंद पटेल ने पुलिस को बताया कि 6 जून से 7 जून रविवार सुबह को मऊगंज से भोपाल आए थे। करीब 10 बजे वह नाश्ता करने के लिए बाहर गए थे। इस दौरान उन्होंने फ्लैट के दरवाजे पर केवल कुंडी लगाई थी। वापस आने पर उन्होंने देखा कि फ्लैट का सामान बिखरा हुआ था और लैपटॉप समेत अन्य सामान गायब था। इसके बाद उन्होंने पुलिस को सूचना दी थी। पीए ने बताया कि लैपटॉप और पेन ड्राइव में विधानसभा से जुड़े जरूरी डेटा भी था। थाना पुलिस सीसीटीवी फुटेज के आधार पर आरोपियों की तलाश कर रही है। xyxy=(1078,975,1266,1111)
airgun-kicker: पुलिस ने गिरफ्तार कर इलाके में निकाला जुलूस xyxy=(566,1180,1266,1200)
fraud-story xyxy=(966,165,1266,625)
section-title: राजधानी xyxy=(586,58,680,93)
subhead: बाइक, कुल्हाड़ी, मृतिका के चांदी के कड़े और कपड़े ज़ब्त xyxy=(702,644,951,659)
restaurant-headline-line1: रेस्टोरेंट में हुए विवाद, दो दोस्तों के xyxy=(235,916,484,940)
dateline: भोपाल (ईएमएस)। xyxy=(150,36,209,46)
property-subhead xyxy=(756,1658,986,1692)
suicide-side-deck: शराब पीने से मना करने से हो गया था नाराज xyxy=(1197,641,1265,681)
hamidia-headline-line2: जलगांव की जेल से लाया जा रहा भोपाल xyxy=(91,1216,477,1246)
